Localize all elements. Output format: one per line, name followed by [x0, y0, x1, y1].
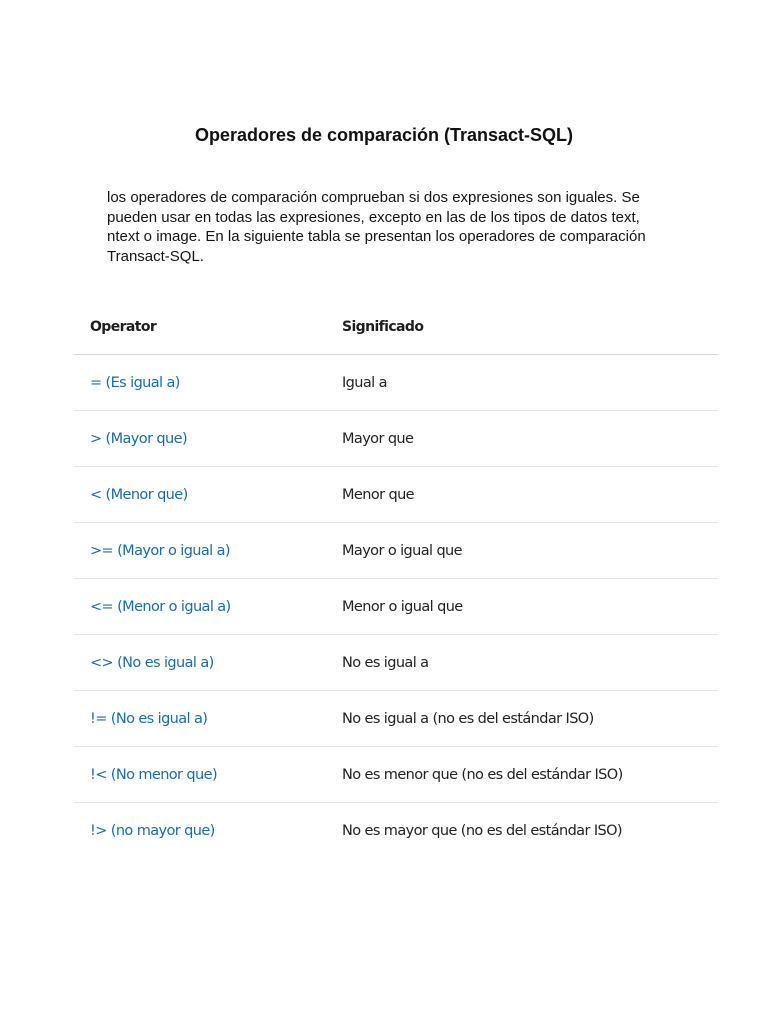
- operator-meaning: No es igual a: [342, 655, 429, 671]
- operator-link[interactable]: = (Es igual a): [90, 375, 180, 391]
- header-operator: Operator: [90, 319, 157, 335]
- table-row: [74, 411, 718, 467]
- table-row: [74, 523, 718, 579]
- table-row: [74, 467, 718, 523]
- table-row: [74, 747, 718, 803]
- operator-link[interactable]: !> (no mayor que): [90, 823, 215, 839]
- page-title: Operadores de comparación (Transact-SQL): [194, 125, 574, 145]
- operator-link[interactable]: !< (No menor que): [90, 767, 218, 783]
- table-row: [74, 579, 718, 635]
- operator-link[interactable]: >= (Mayor o igual a): [90, 543, 230, 559]
- table-header-row: [74, 299, 718, 355]
- operator-link[interactable]: > (Mayor que): [90, 431, 188, 447]
- operator-meaning: Menor que: [342, 487, 414, 503]
- operator-link[interactable]: < (Menor que): [90, 487, 188, 503]
- table-row: [74, 635, 718, 691]
- operator-meaning: Mayor que: [342, 431, 414, 447]
- operator-meaning: No es menor que (no es del estándar ISO): [342, 767, 623, 783]
- operator-link[interactable]: <= (Menor o igual a): [90, 599, 231, 615]
- operator-meaning: Menor o igual que: [342, 599, 463, 615]
- operator-meaning: Mayor o igual que: [342, 543, 462, 559]
- table-row: [74, 691, 718, 747]
- operator-meaning: No es igual a (no es del estándar ISO): [342, 711, 594, 727]
- operator-meaning: No es mayor que (no es del estándar ISO): [342, 823, 622, 839]
- header-meaning: Significado: [342, 319, 424, 335]
- operator-meaning: Igual a: [342, 375, 387, 391]
- operator-link[interactable]: != (No es igual a): [90, 711, 208, 727]
- table-row: [74, 355, 718, 411]
- operator-link[interactable]: <> (No es igual a): [90, 655, 214, 671]
- table-row: [74, 803, 718, 859]
- operators-table: [74, 299, 718, 859]
- intro-paragraph: los operadores de comparación comprueban si dos expresiones son iguales. Se pueden usar en todas las expresiones, excepto en las de los tipos de datos text, ntext o image. En la siguiente tabla se presentan los operadores de comparación Transact-SQL.: [107, 189, 646, 265]
